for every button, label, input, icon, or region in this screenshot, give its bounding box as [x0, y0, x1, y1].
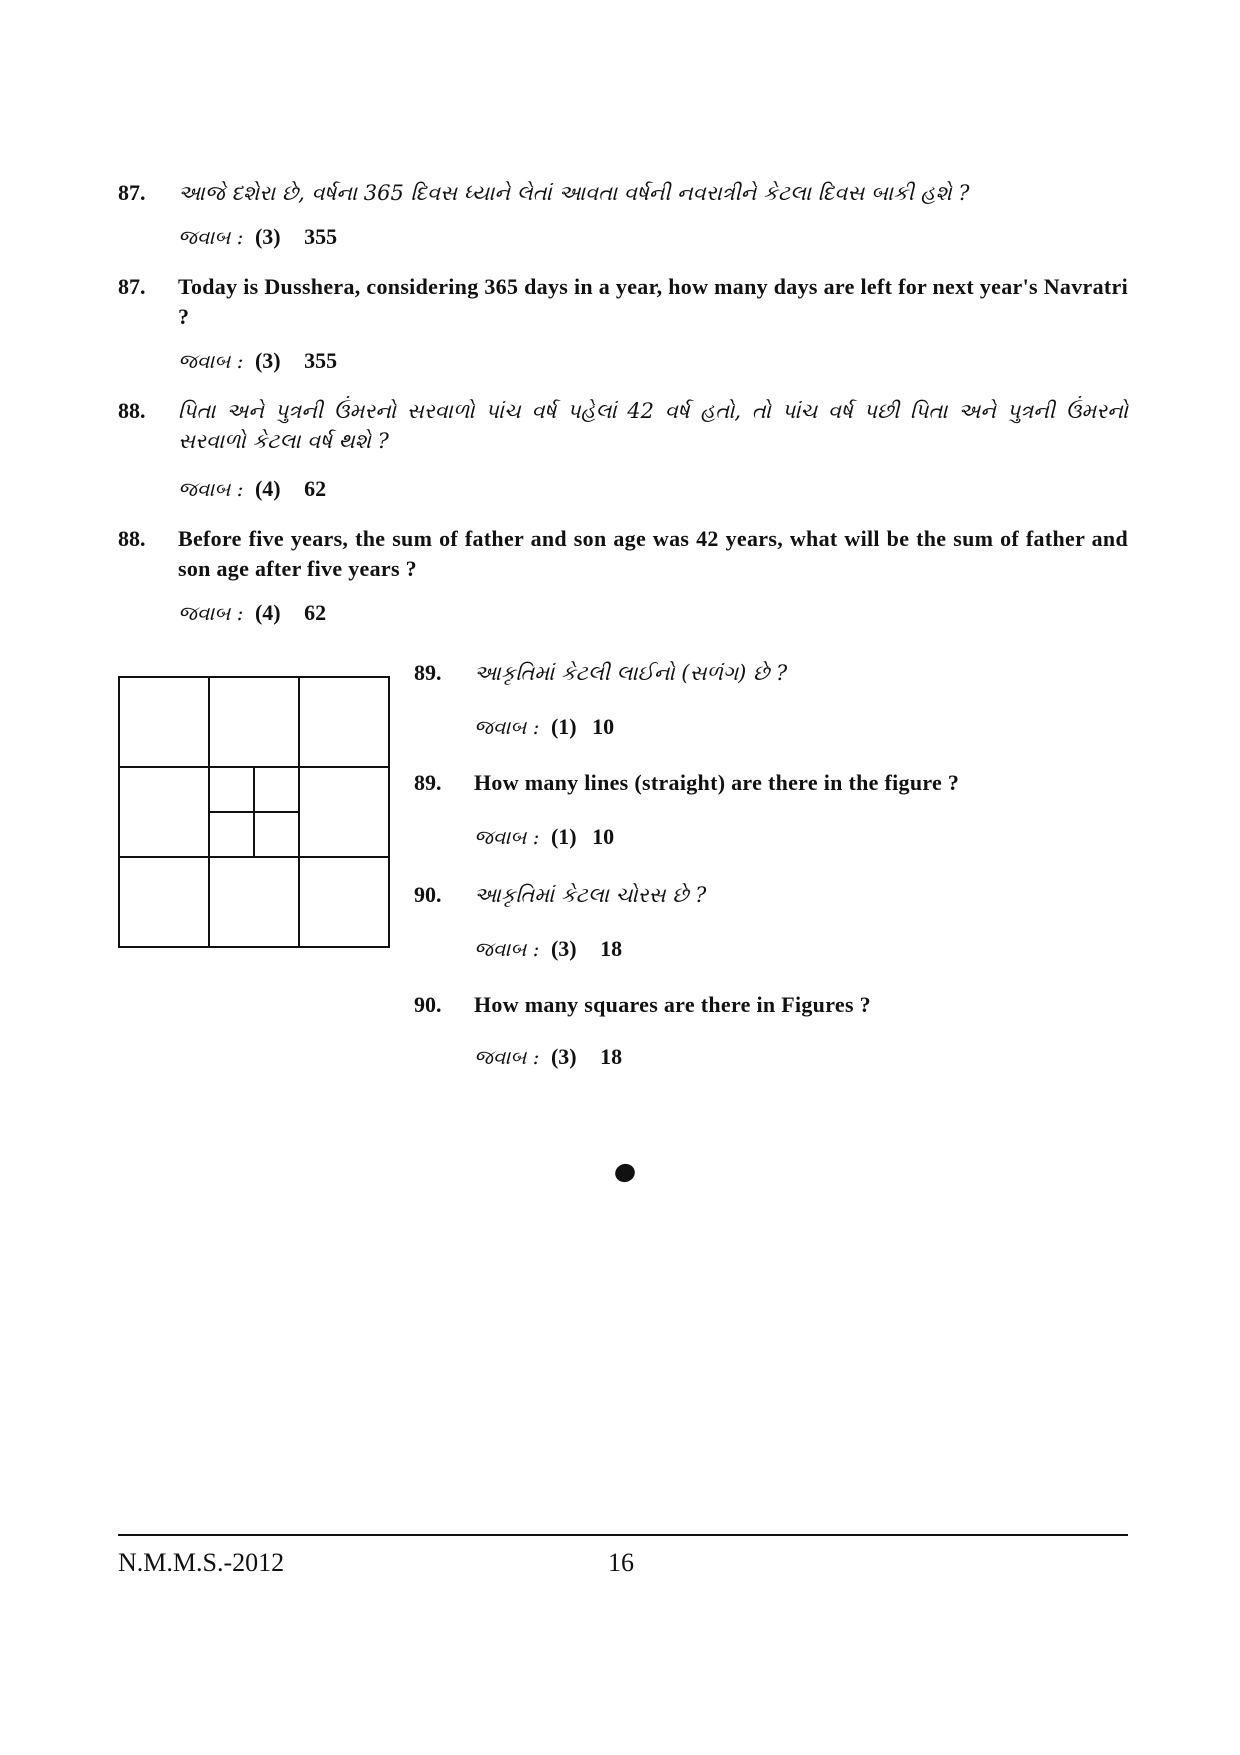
answer-option: (3): [254, 348, 281, 373]
answer-value: 18: [600, 936, 623, 961]
answer-line: [474, 934, 1134, 964]
answer-line: [178, 222, 1128, 252]
footer-exam-name: N.M.M.S.-2012: [118, 1548, 285, 1577]
answer-line: [474, 712, 1134, 742]
answer-label: જવાબ :: [178, 477, 244, 501]
question-text: આકૃતિમાં કેટલી લાઈનો (સળંગ) છે ?: [474, 661, 788, 685]
question-number: 90.: [414, 992, 442, 1017]
answer-label: જવાબ :: [178, 225, 244, 249]
footer-rule: [118, 1534, 1128, 1536]
answer-value: 355: [304, 224, 338, 249]
question-text: How many squares are there in Figures ?: [474, 992, 871, 1017]
answer-option: (4): [254, 600, 281, 625]
answer-label: જવાબ :: [178, 349, 244, 373]
question-text: Today is Dusshera, considering 365 days in a year, how many days are left for next year's Navratri ?: [178, 274, 1128, 329]
answer-value: 10: [592, 714, 615, 739]
answer-value: 62: [304, 600, 327, 625]
question-89-english: [414, 768, 1134, 852]
answer-label: જવાબ :: [474, 825, 540, 849]
answer-option: (3): [550, 1044, 577, 1069]
question-88-gujarati: [118, 396, 1128, 504]
answer-line: [474, 822, 1134, 852]
answer-label: જવાબ :: [178, 601, 244, 625]
page-number: 16: [608, 1548, 634, 1577]
answer-label: જવાબ :: [474, 937, 540, 961]
question-87-english: [118, 272, 1128, 376]
question-number: 87.: [118, 274, 146, 299]
question-text: આજે દશેરા છે, વર્ષના 365 દિવસ ધ્યાને લેતાં આવતા વર્ષની નવરાત્રીને કેટલા દિવસ બાકી હશે ?: [178, 181, 970, 205]
question-text: Before five years, the sum of father and son age was 42 years, what will be the sum of father and son age after five years ?: [178, 526, 1128, 581]
answer-line: [474, 1042, 1134, 1072]
answer-line: [178, 346, 1128, 376]
answer-label: જવાબ :: [474, 1045, 540, 1069]
answer-value: 62: [304, 476, 327, 501]
question-text: પિતા અને પુત્રની ઉંમરનો સરવાળો પાંચ વર્ષ પહેલાં 42 વર્ષ હતો, તો પાંચ વર્ષ પછી પિતા અને પુત્રની ઉંમરનો સરવાળો કેટલા વર્ષ થશે ?: [178, 399, 1128, 453]
question-90-english: [414, 990, 1134, 1072]
question-number: 90.: [414, 882, 442, 907]
question-number: 87.: [118, 180, 146, 205]
question-89-gujarati: [414, 658, 1134, 742]
question-88-english: [118, 524, 1128, 628]
answer-option: (3): [254, 224, 281, 249]
answer-label: જવાબ :: [474, 715, 540, 739]
grid-squares-figure: [118, 676, 390, 948]
end-bullet: [613, 1161, 638, 1185]
question-text: How many lines (straight) are there in the figure ?: [474, 770, 960, 795]
answer-line: [178, 474, 1128, 504]
answer-value: 10: [592, 824, 615, 849]
answer-value: 18: [600, 1044, 623, 1069]
answer-option: (3): [550, 936, 577, 961]
question-number: 89.: [414, 770, 442, 795]
answer-option: (1): [550, 714, 577, 739]
question-90-gujarati: [414, 880, 1134, 964]
question-number: 88.: [118, 526, 146, 551]
answer-option: (1): [550, 824, 577, 849]
question-87-gujarati: [118, 178, 1128, 252]
question-number: 89.: [414, 660, 442, 685]
answer-line: [178, 598, 1128, 628]
answer-option: (4): [254, 476, 281, 501]
question-text: આકૃતિમાં કેટલા ચોરસ છે ?: [474, 883, 707, 907]
answer-value: 355: [304, 348, 338, 373]
question-number: 88.: [118, 398, 146, 423]
